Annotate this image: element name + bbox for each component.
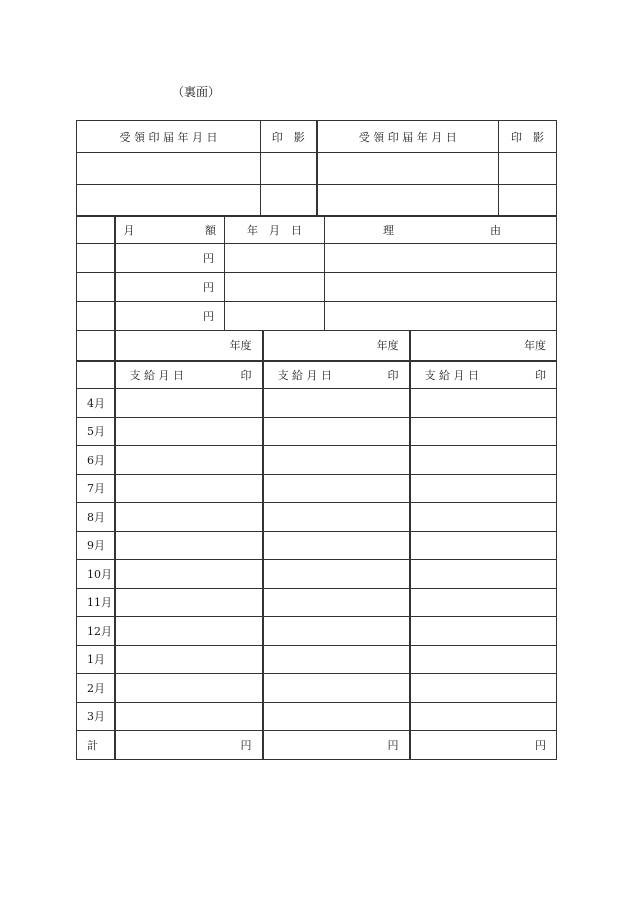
payment-cell[interactable]	[263, 389, 410, 418]
payment-cell[interactable]	[115, 474, 263, 503]
month-row	[77, 417, 557, 446]
month-row	[77, 446, 557, 475]
payment-cell[interactable]	[263, 702, 410, 731]
receipt-date-header-2: 受 領 印 届 年 月 日	[317, 121, 499, 153]
payment-cell[interactable]	[410, 645, 557, 674]
blank-year-cell	[77, 331, 115, 361]
fiscal-year-cell[interactable]: 年度	[115, 331, 263, 361]
payment-cell[interactable]	[115, 588, 263, 617]
payment-cell[interactable]	[115, 531, 263, 560]
seal-cell[interactable]	[261, 153, 317, 185]
payment-cell[interactable]	[115, 389, 263, 418]
month-label: 6月	[77, 446, 115, 475]
payment-cell[interactable]	[410, 474, 557, 503]
reason-cell[interactable]	[325, 273, 557, 302]
month-row	[77, 702, 557, 731]
blank-header-cell	[77, 361, 115, 389]
month-label: 12月	[77, 617, 115, 646]
payment-cell[interactable]	[115, 645, 263, 674]
payment-cell[interactable]	[263, 617, 410, 646]
month-row	[77, 674, 557, 703]
change-date-cell[interactable]	[225, 244, 325, 273]
payment-cell[interactable]	[410, 560, 557, 589]
blank-cell	[77, 273, 115, 302]
blank-header-cell	[77, 216, 115, 244]
month-label: 11月	[77, 588, 115, 617]
month-label: 5月	[77, 417, 115, 446]
reason-cell[interactable]	[325, 302, 557, 331]
payment-cell[interactable]	[410, 446, 557, 475]
payment-cell[interactable]	[263, 588, 410, 617]
payment-cell[interactable]	[410, 674, 557, 703]
receipt-seal-table	[76, 120, 557, 217]
payment-cell[interactable]	[263, 474, 410, 503]
month-label: 2月	[77, 674, 115, 703]
payment-cell[interactable]	[263, 645, 410, 674]
payment-cell[interactable]	[410, 389, 557, 418]
blank-cell	[77, 244, 115, 273]
change-date-cell[interactable]	[225, 273, 325, 302]
payment-date-header: 支 給 月 日	[424, 368, 479, 382]
seal-header-1: 印 影	[261, 121, 317, 153]
payment-cell[interactable]	[115, 617, 263, 646]
blank-cell	[77, 302, 115, 331]
payment-cell[interactable]	[115, 702, 263, 731]
month-row	[77, 617, 557, 646]
amount-change-table	[76, 215, 557, 331]
total-cell[interactable]: 円	[115, 731, 263, 760]
reason-cell[interactable]	[325, 244, 557, 273]
month-label: 4月	[77, 389, 115, 418]
total-cell[interactable]: 円	[410, 731, 557, 760]
payment-seal-header: 印	[240, 368, 252, 382]
change-date-header: 年 月 日	[225, 216, 325, 244]
payment-record-table	[76, 330, 557, 760]
payment-cell[interactable]	[263, 503, 410, 532]
month-rows	[77, 389, 557, 731]
seal-header-2: 印 影	[499, 121, 557, 153]
payment-date-header: 支 給 月 日	[277, 368, 332, 382]
reason-header-left: 理	[383, 223, 394, 237]
change-date-cell[interactable]	[225, 302, 325, 331]
month-label: 3月	[77, 702, 115, 731]
month-row	[77, 560, 557, 589]
total-label: 計	[77, 731, 115, 760]
payment-cell[interactable]	[410, 702, 557, 731]
month-row	[77, 531, 557, 560]
month-label: 8月	[77, 503, 115, 532]
payment-cell[interactable]	[115, 417, 263, 446]
fiscal-year-cell[interactable]: 年度	[263, 331, 410, 361]
payment-date-header: 支 給 月 日	[129, 368, 184, 382]
payment-cell[interactable]	[263, 674, 410, 703]
receipt-date-cell[interactable]	[77, 185, 261, 217]
seal-cell[interactable]	[499, 185, 557, 217]
payment-cell[interactable]	[263, 560, 410, 589]
amount-cell[interactable]: 円	[115, 302, 225, 331]
receipt-date-header-1: 受 領 印 届 年 月 日	[77, 121, 261, 153]
payment-cell[interactable]	[410, 617, 557, 646]
payment-cell[interactable]	[115, 560, 263, 589]
payment-cell[interactable]	[263, 446, 410, 475]
month-label: 1月	[77, 645, 115, 674]
payment-cell[interactable]	[115, 446, 263, 475]
payment-cell[interactable]	[410, 531, 557, 560]
month-row	[77, 645, 557, 674]
amount-header-right: 額	[205, 223, 216, 237]
fiscal-year-cell[interactable]: 年度	[410, 331, 557, 361]
month-row	[77, 474, 557, 503]
payment-cell[interactable]	[263, 417, 410, 446]
payment-cell[interactable]	[410, 503, 557, 532]
month-label: 10月	[77, 560, 115, 589]
payment-header	[115, 361, 263, 389]
payment-seal-header: 印	[535, 368, 546, 382]
page-heading: （裏面）	[172, 85, 221, 99]
receipt-date-cell[interactable]	[77, 153, 261, 185]
seal-cell[interactable]	[499, 153, 557, 185]
receipt-date-cell[interactable]	[317, 153, 499, 185]
payment-cell[interactable]	[115, 674, 263, 703]
total-cell[interactable]: 円	[263, 731, 410, 760]
payment-cell[interactable]	[115, 503, 263, 532]
amount-header	[115, 216, 225, 244]
month-row	[77, 503, 557, 532]
month-label: 7月	[77, 474, 115, 503]
payment-cell[interactable]	[410, 588, 557, 617]
payment-header	[263, 361, 410, 389]
month-row	[77, 389, 557, 418]
reason-header-right: 由	[490, 223, 501, 237]
payment-cell[interactable]	[263, 531, 410, 560]
amount-cell[interactable]: 円	[115, 244, 225, 273]
payment-seal-header: 印	[387, 368, 399, 382]
reason-header	[325, 216, 557, 244]
payment-header	[410, 361, 557, 389]
amount-header-left: 月	[123, 223, 135, 237]
month-row	[77, 588, 557, 617]
amount-cell[interactable]: 円	[115, 273, 225, 302]
payment-cell[interactable]	[410, 417, 557, 446]
receipt-date-cell[interactable]	[317, 185, 499, 217]
month-label: 9月	[77, 531, 115, 560]
seal-cell[interactable]	[261, 185, 317, 217]
